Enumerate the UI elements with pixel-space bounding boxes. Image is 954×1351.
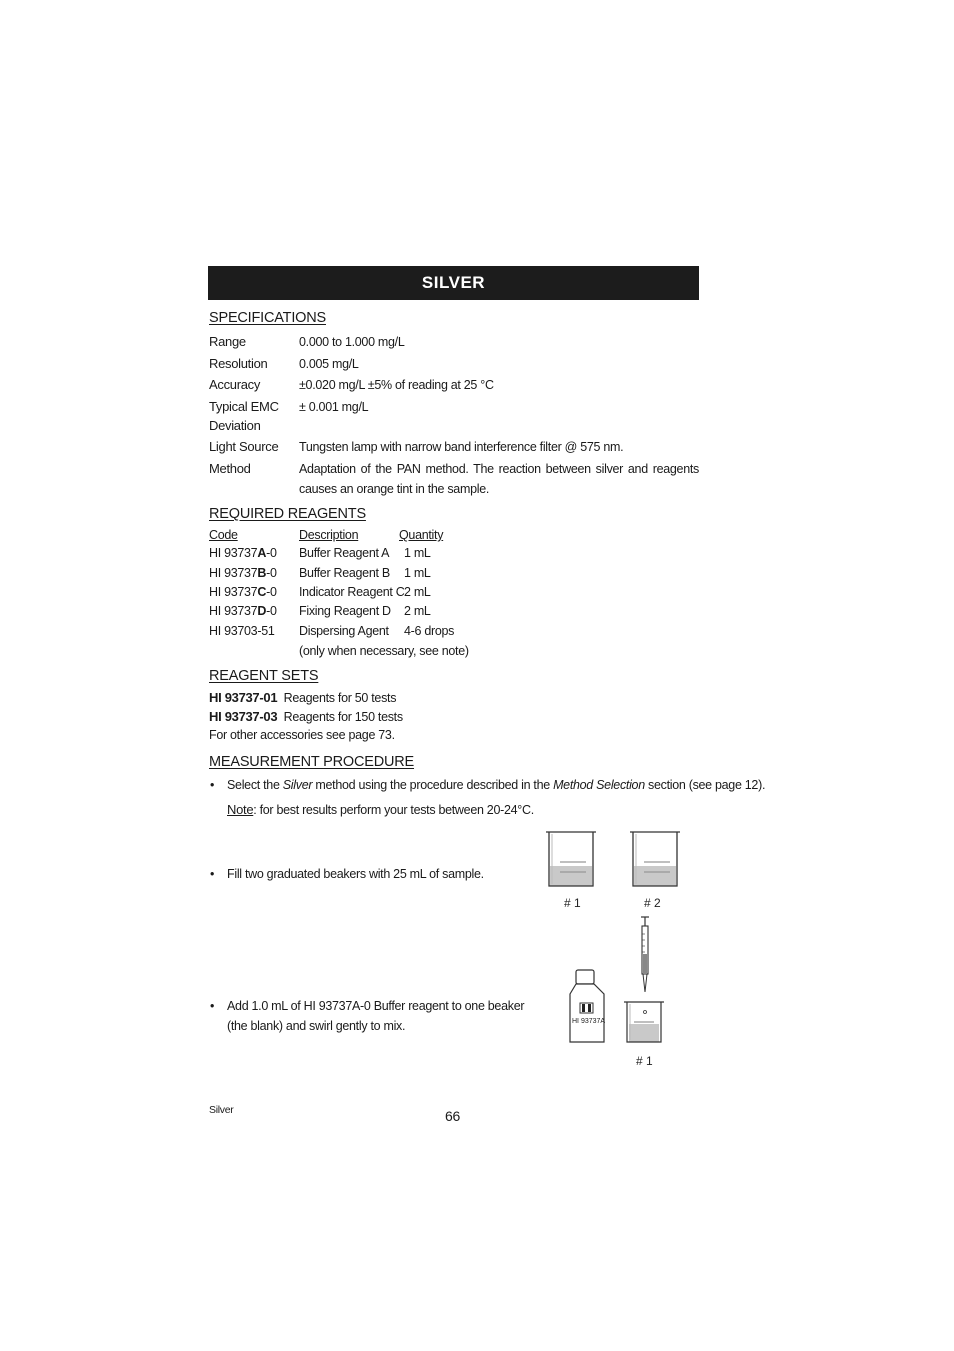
beaker-small-icon <box>624 1002 664 1042</box>
reagent-sets-heading: REAGENT SETS <box>209 668 319 684</box>
reagent-code: HI 93737C-0 <box>209 585 277 599</box>
footer-section-name: Silver <box>209 1104 234 1116</box>
beaker-3-label: # 1 <box>636 1054 653 1068</box>
reagent-desc: Indicator Reagent C <box>299 585 405 599</box>
spec-label-range: Range <box>209 334 246 349</box>
reagent-note: (only when necessary, see note) <box>299 644 469 658</box>
reagent-code: HI 93737D-0 <box>209 604 277 618</box>
reagent-qty: 2 mL <box>404 585 431 599</box>
reagent-desc: Dispersing Agent <box>299 624 389 638</box>
specifications-heading: SPECIFICATIONS <box>209 310 326 326</box>
spec-value-range: 0.000 to 1.000 mg/L <box>299 335 405 349</box>
procedure-heading: MEASUREMENT PROCEDURE <box>209 754 415 770</box>
procedure-step-fill-beakers: Fill two graduated beakers with 25 mL of sample. <box>227 867 484 881</box>
reagent-desc: Buffer Reagent B <box>299 566 390 580</box>
beaker-1 <box>546 832 596 886</box>
procedure-step-select-method: Select the Silver method using the procedure described in the Method Selection section (see page 12). <box>227 778 766 792</box>
reagents-heading: REQUIRED REAGENTS <box>209 506 366 522</box>
reagent-code: HI 93737B-0 <box>209 566 277 580</box>
reagent-qty: 1 mL <box>404 566 431 580</box>
beaker-1-label: # 1 <box>564 896 581 910</box>
spec-label-light-source: Light Source <box>209 439 279 454</box>
procedure-step-add-buffer-line1: Add 1.0 mL of HI 93737A-0 Buffer reagent to one beaker <box>227 999 525 1013</box>
procedure-note: Note: for best results perform your tests between 20-24°C. <box>227 802 534 817</box>
spec-value-accuracy: ±0.020 mg/L ±5% of reading at 25 °C <box>299 378 494 392</box>
beaker-2 <box>630 832 680 886</box>
reagents-col-quantity: Quantity <box>399 528 444 542</box>
spec-label-emc: Typical EMC <box>209 399 279 414</box>
reagent-bottle-label: HI 93737A <box>572 1018 606 1025</box>
reagent-code: HI 93703-51 <box>209 624 275 638</box>
spec-value-emc: ± 0.001 mg/L <box>299 400 369 414</box>
section-title: SILVER <box>421 273 486 292</box>
spec-label-emc-deviation: Deviation <box>209 418 261 433</box>
bullet-icon: • <box>210 999 215 1013</box>
spec-value-resolution: 0.005 mg/L <box>299 357 359 371</box>
spec-label-accuracy: Accuracy <box>209 377 261 392</box>
reagent-desc: Buffer Reagent A <box>299 546 390 560</box>
reagents-col-description: Description <box>299 528 359 542</box>
reagent-qty: 2 mL <box>404 604 431 618</box>
reagent-qty: 4-6 drops <box>404 624 455 638</box>
syringe-icon <box>641 917 649 992</box>
footer-page-number: 66 <box>445 1108 460 1124</box>
procedure-step-add-buffer-line2: (the blank) and swirl gently to mix. <box>227 1019 406 1033</box>
reagent-bottle-icon <box>570 970 605 1042</box>
reagent-set-item: HI 93737-03 Reagents for 150 tests <box>209 709 403 724</box>
spec-label-resolution: Resolution <box>209 356 268 371</box>
spec-value-method: Adaptation of the PAN method. The reaction between silver and reagents causes an orange tint in the sample. <box>299 462 699 496</box>
beakers-illustration <box>540 826 690 918</box>
buffer-addition-illustration <box>560 914 670 1074</box>
other-accessories-text: For other accessories see page 73. <box>209 728 395 742</box>
reagent-desc: Fixing Reagent D <box>299 604 391 618</box>
reagent-code: HI 93737A-0 <box>209 546 277 560</box>
spec-value-light-source: Tungsten lamp with narrow band interference filter @ 575 nm. <box>299 440 624 454</box>
spec-label-method: Method <box>209 461 251 476</box>
beaker-2-label: # 2 <box>644 896 661 910</box>
section-title-bar <box>208 266 699 300</box>
reagent-qty: 1 mL <box>404 546 431 560</box>
reagents-col-code: Code <box>209 528 238 542</box>
reagent-set-item: HI 93737-01 Reagents for 50 tests <box>209 690 397 705</box>
bullet-icon: • <box>210 867 215 881</box>
bullet-icon: • <box>210 778 215 792</box>
